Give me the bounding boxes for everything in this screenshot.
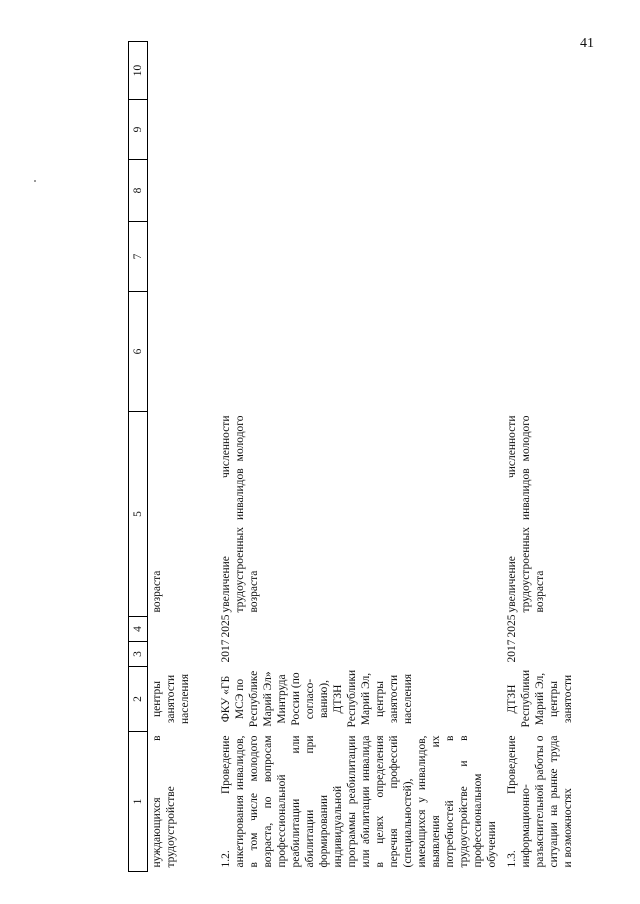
cell-result: увеличение численности трудоустроенных инвалидов молодого возраста [505, 415, 546, 613]
table-row [148, 42, 216, 872]
cell-col8 [216, 160, 502, 222]
cell-col6 [148, 292, 216, 412]
cell-end-year: 2025 [219, 614, 232, 638]
cell-start-year: 2017 [505, 639, 518, 663]
cell-measure: нуждающихся в трудоустройстве [151, 735, 177, 868]
cell-col7 [502, 222, 578, 292]
cell-col9 [502, 100, 578, 160]
cell-start-year: 2017 [219, 639, 232, 663]
cell-col10 [148, 42, 216, 100]
header-col-1: 1 [129, 732, 148, 872]
header-col-5: 5 [129, 412, 148, 617]
cell-measure: 1.2. Проведение анкетирования инвалидов, в том числе молодого возраста, по вопросам профессиональной реабилитации или абилитации при формировании индивидуальной программы реабилитации или абилитации инвалида в целях определения перечня профессий (специальностей), имеющихся у инвалидов, выявления их потребностей в трудоустройстве и в профессиональном обучении [219, 735, 498, 868]
cell-col9 [216, 100, 502, 160]
cell-executor: центры занятости населения [151, 673, 191, 725]
cell-end-year [148, 617, 216, 642]
header-row [129, 42, 148, 872]
table-row [216, 42, 502, 872]
page-number: 41 [580, 36, 594, 51]
header-col-4: 4 [129, 617, 148, 642]
cell-col6 [502, 292, 578, 412]
cell-col9 [148, 100, 216, 160]
table-row [502, 42, 578, 872]
cell-col10 [216, 42, 502, 100]
cell-result: возраста [151, 570, 163, 613]
cell-col7 [216, 222, 502, 292]
cell-executor: ФКУ «ГБ МСЭ по Республике Марий Эл» Минтруда России (по согласо-ванию), ДТЗН Республики Марий Эл, центры занятости населения [219, 669, 414, 728]
cell-start-year [148, 642, 216, 667]
cell-measure: 1.3. Проведение информационно-разъяснительной работы о ситуации на рынке труда и возможностях [505, 735, 574, 868]
header-col-2: 2 [129, 667, 148, 732]
header-col-10: 10 [129, 42, 148, 100]
cell-col10 [502, 42, 578, 100]
cell-col7 [148, 222, 216, 292]
cell-end-year: 2025 [505, 614, 518, 638]
cell-col8 [502, 160, 578, 222]
cell-col8 [148, 160, 216, 222]
measures-table [128, 41, 578, 872]
cell-executor: ДТЗН Республики Марий Эл, центры занятости [505, 669, 574, 728]
header-col-8: 8 [129, 160, 148, 222]
header-col-3: 3 [129, 642, 148, 667]
cell-col6 [216, 292, 502, 412]
header-col-7: 7 [129, 222, 148, 292]
cell-result: увеличение численности трудоустроенных инвалидов молодого возраста [219, 415, 260, 613]
header-col-6: 6 [129, 292, 148, 412]
header-col-9: 9 [129, 100, 148, 160]
rotated-table-container [128, 42, 628, 872]
